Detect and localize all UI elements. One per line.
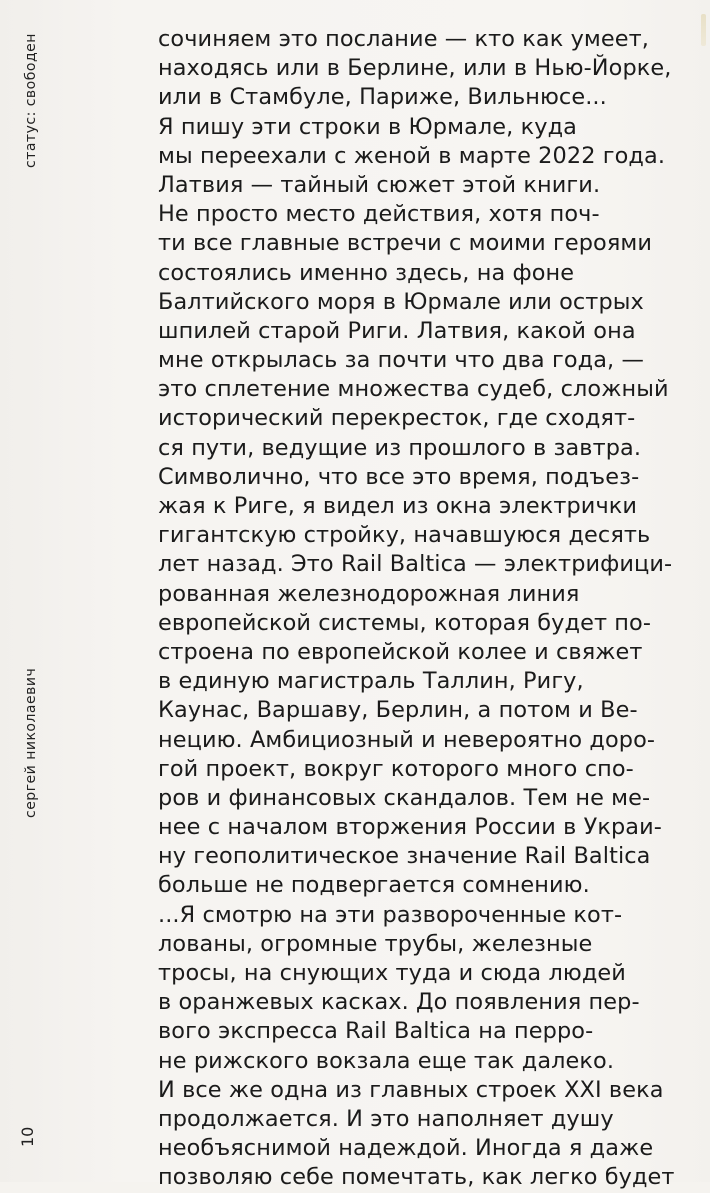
text-line: нее с началом вторжения России в Украи- (158, 814, 662, 841)
text-line: шпилей старой Риги. Латвия, какой она (158, 317, 636, 344)
body-text (158, 25, 698, 1193)
text-line: гигантскую стройку, начавшуюся десять (158, 522, 651, 549)
text-line: мне открылась за почти что два года, — (158, 347, 644, 374)
page-edge-tab (701, 14, 706, 46)
running-header-author: сергей николаевич (23, 667, 39, 818)
text-line: это сплетение множества судеб, сложный (158, 376, 669, 403)
text-line: жая к Риге, я видел из окна электрички (158, 493, 638, 519)
text-line: Я пишу эти строки в Юрмале, куда (158, 113, 577, 140)
text-line: находясь или в Берлине, или в Нью-Йорке, (158, 55, 672, 82)
text-line: европейской системы, которая будет по- (158, 609, 652, 636)
text-line: Символично, что все это время, подъез- (158, 463, 640, 490)
running-header-status: статус: свободен (23, 33, 39, 168)
text-line: ся пути, ведущие из прошлого в завтра. (158, 434, 642, 461)
text-line: Каунас, Варшаву, Берлин, а потом и Ве- (158, 697, 638, 724)
text-line: ну геополитическое значение Rail Baltica (158, 843, 651, 870)
text-line: или в Стамбуле, Париже, Вильнюсе... (158, 84, 607, 111)
text-line: И все же одна из главных строек XXI века (158, 1076, 664, 1103)
text-line: состоялись именно здесь, на фоне (158, 259, 575, 286)
text-line: Балтийского моря в Юрмале или острых (158, 288, 644, 315)
text-line: больше не подвергается сомнению. (158, 872, 590, 899)
page-number: 10 (18, 1126, 37, 1147)
text-line: нецию. Амбициозный и невероятно доро- (158, 726, 656, 753)
text-line: Латвия — тайный сюжет этой книги. (158, 171, 601, 198)
text-line: лованы, огромные трубы, железные (158, 930, 593, 957)
text-line: сочиняем это послание — кто как умеет, (158, 26, 650, 52)
text-line: мы переехали с женой в марте 2022 года. (158, 142, 666, 169)
text-line: позволяю себе помечтать, как легко будет (158, 1164, 675, 1191)
text-line: строена по европейской колее и свяжет (158, 638, 643, 665)
text-line: необъяснимой надеждой. Иногда я даже (158, 1135, 654, 1162)
text-line: лет назад. Это Rail Baltica — электрифици- (158, 551, 673, 578)
text-line: исторический перекресток, где сходят- (158, 405, 636, 432)
text-line: ...Я смотрю на эти развороченные кот- (158, 901, 623, 928)
text-line: в оранжевых касках. До появления пер- (158, 989, 640, 1016)
text-line: Не просто место действия, хотя поч- (158, 201, 600, 228)
text-line: продолжается. И это наполняет душу (158, 1105, 614, 1132)
text-line: ти все главные встречи с моими героями (158, 230, 653, 257)
text-line: рованная железнодорожная линия (158, 580, 580, 607)
text-line: тросы, на снующих туда и сюда людей (158, 960, 626, 986)
text-line: не рижского вокзала еще так далеко. (158, 1047, 615, 1074)
text-line: ров и финансовых скандалов. Тем не ме- (158, 784, 651, 811)
text-line: гой проект, вокруг которого много спо- (158, 755, 634, 782)
text-line: вого экспресса Rail Baltica на перро- (158, 1018, 594, 1045)
text-line: в единую магистраль Таллин, Ригу, (158, 668, 584, 695)
